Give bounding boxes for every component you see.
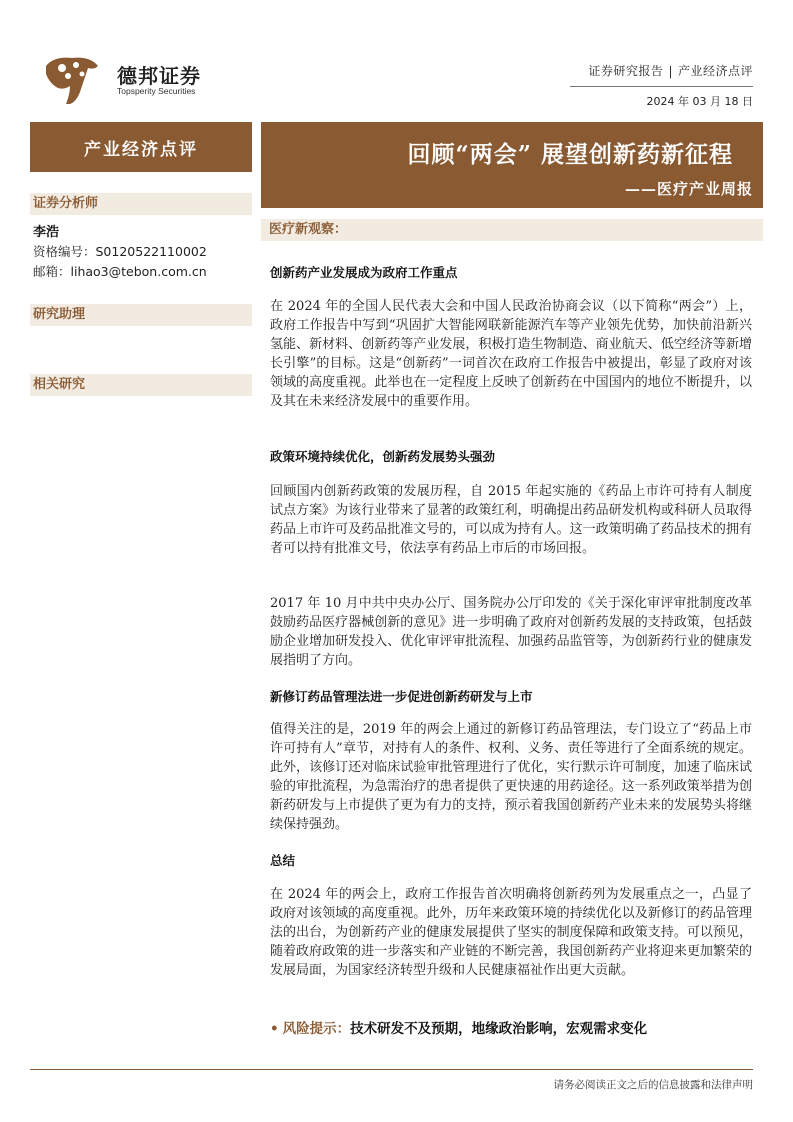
header-separator: |: [668, 64, 673, 78]
analyst-license: 资格编号：S0120522110002: [33, 244, 207, 259]
report-type: 证券研究报告: [588, 64, 664, 78]
paragraph-4: 值得关注的是，2019 年的两会上通过的新修订药品管理法，专门设立了“药品上市许可持有人”章节，对持有人的条件、权利、义务、责任等进行了全面系统的规定。此外，该修订还对临床试验审批管理进行了优化，实行默示许可制度，加速了临床试验的审批流程，为急需治疗的患者提供了更快速的用药途径。这一系列政策举措为创新药研发与上市提供了更为有力的支持，预示着我国创新药产业未来的发展势头将继续保持强劲。: [270, 722, 752, 832]
heading-2: 政策环境持续优化，创新药发展势头强劲: [270, 449, 496, 464]
assistant-section-title: 研究助理: [30, 304, 252, 326]
related-section-title: 相关研究: [30, 374, 252, 396]
heading-3: 新修订药品管理法进一步促进创新药研发与上市: [270, 689, 533, 704]
analyst-email[interactable]: 邮箱：lihao3@tebon.com.cn: [33, 264, 207, 279]
risk-warning: [270, 1017, 647, 1037]
footer-divider: [30, 1069, 753, 1070]
paragraph-1: 在 2024 年的全国人民代表大会和中国人民政治协商会议（以下简称“两会”）上，政府工作报告中写到“巩固扩大智能网联新能源汽车等产业领先优势，加快前沿新兴氢能、新材料、创新药等产业发展，积极打造生物制造、商业航天、低空经济等新增长引擎”的目标。这是“创新药”一词首次在政府工作报告中被提出，彰显了政府对该领域的高度重视。此举也在一定程度上反映了创新药在中国国内的地位不断提升，以及其在未来经济发展中的重要作用。: [270, 299, 752, 409]
report-category: 产业经济点评: [677, 64, 753, 78]
brand-name-cn: 德邦证券: [117, 64, 201, 88]
header-divider: [570, 86, 753, 87]
risk-text: 技术研发不及预期，地缘政治影响，宏观需求变化: [350, 1021, 648, 1037]
title-banner: [261, 122, 763, 208]
footer-disclaimer[interactable]: 请务必阅读正文之后的信息披露和法律声明: [553, 1079, 753, 1091]
report-type-header: [588, 62, 753, 79]
paragraph-2: 回顾国内创新药政策的发展历程，自 2015 年起实施的《药品上市许可持有人制度试点方案》为该行业带来了显著的政策红利，明确提出药品研发机构或科研人员取得药品上市许可及药品批准文号的，可以成为持有人。这一政策明确了药品技术的拥有者可以持有批准文号，依法享有药品上市后的市场回报。: [270, 484, 752, 556]
heading-1: 创新药产业发展成为政府工作重点: [270, 265, 458, 280]
report-title: 回顾“两会” 展望创新药新征程: [407, 141, 733, 168]
brand-name-en: Topsperity Securities: [117, 86, 196, 96]
section-tag: 医疗新观察：: [261, 219, 763, 241]
analyst-name: 李浩: [33, 225, 60, 240]
analyst-section-title: 证券分析师: [30, 193, 252, 215]
paragraph-3: 2017 年 10 月中共中央办公厅、国务院办公厅印发的《关于深化审评审批制度改革鼓励药品医疗器械创新的意见》进一步明确了政府对创新药发展的支持政策，包括鼓励企业增加研发投入、优化审评审批流程、加强药品监管等，为创新药行业的健康发展指明了方向。: [270, 596, 752, 668]
risk-bullet: •: [270, 1021, 279, 1037]
heading-4: 总结: [270, 853, 296, 868]
category-banner: 产业经济点评: [30, 122, 252, 172]
report-subtitle: ——医疗产业周报: [624, 180, 753, 198]
report-date: 2024 年 03 月 18 日: [646, 95, 753, 108]
brand-logo-icon: [40, 52, 102, 106]
paragraph-5: 在 2024 年的两会上，政府工作报告首次明确将创新药列为发展重点之一，凸显了政府对该领域的高度重视。此外，历年来政策环境的持续优化以及新修订的药品管理法的出台，为创新药产业的健康发展提供了坚实的制度保障和政策支持。可以预见，随着政府政策的进一步落实和产业链的不断完善，我国创新药产业将迎来更加繁荣的发展局面，为国家经济转型升级和人民健康福祉作出更大贡献。: [270, 887, 752, 978]
risk-label: 风险提示：: [282, 1021, 351, 1037]
